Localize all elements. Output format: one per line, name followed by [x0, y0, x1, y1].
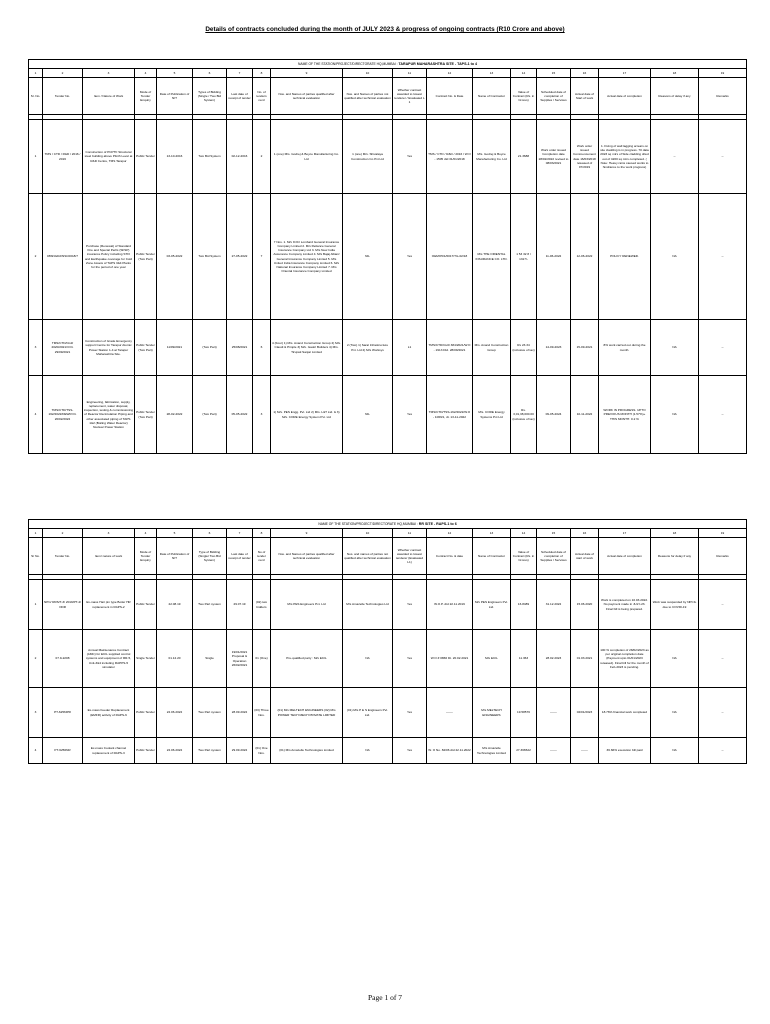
column-number: 8 [253, 529, 271, 538]
column-header: Value of Contract (Rs. in Crores) [511, 78, 537, 115]
table-cell: Work order issued Commencement date 16/03/2018 released of 07/2019 [571, 120, 599, 194]
column-header: Last date of receipt of tender [227, 78, 253, 115]
table-cell: Rs. 3,01,38,000.00 (inclusive of tax) [511, 376, 537, 454]
column-header: Last date of receipt of tender [227, 538, 253, 575]
table-cell: L1 [393, 320, 427, 376]
table-cell: Yes [393, 194, 427, 320]
table-cell: 2 [29, 630, 43, 688]
column-header: Item/ nature of work [83, 538, 135, 575]
table-cell: 7 [253, 194, 271, 320]
table-cell: Yes [393, 738, 427, 764]
table-cell: M/s. Anand Construction Group [473, 320, 511, 376]
column-header: Item / Nature of Work [83, 78, 135, 115]
table-cell: Two Part system [193, 688, 227, 738]
column-header: No of tender recd [253, 538, 271, 575]
table-cell: 1 [29, 120, 43, 194]
table-cell: 02-12-2016 [227, 120, 253, 194]
table-cell: M/s ECIL [473, 630, 511, 688]
column-number: 13 [473, 69, 511, 78]
table-cell: -- [699, 580, 747, 630]
table-cell: Public Tender (Two Part) [135, 194, 157, 320]
table-cell: Pre-qualified party : M/s ECIL [271, 630, 343, 688]
table-cell: POLICY RENEWED. [599, 194, 651, 320]
table-cell: 11.363 [511, 630, 537, 688]
table-cell: Public Tender [135, 580, 157, 630]
column-header: Date of Publication of NIT [157, 78, 193, 115]
table-cell: 08SNGD2/NSC0018/7 [43, 194, 83, 320]
column-header: Tender No. [43, 538, 83, 575]
table-cell: 05-05-2022 [227, 376, 253, 454]
column-header: Tender No. [43, 78, 83, 115]
table-cell: NPC/ RRS/T-3/ 2019/PT-4/ ODR [43, 580, 83, 630]
column-number: 18 [651, 69, 699, 78]
column-header: No. of tenders recd [253, 78, 271, 115]
table-cell: Yes [393, 120, 427, 194]
table-cell: 100 % completion of 28/02/2023 as per original completion date (Payment upto 01/01/2023 released). Final bill for the month of Feb-2023 is pending. [599, 630, 651, 688]
table-cell: Single Tender [135, 630, 157, 688]
column-number: 8 [253, 69, 271, 78]
table-cell: NIL [343, 194, 393, 320]
table-row [29, 376, 747, 454]
table-cell: (Two Part) [193, 376, 227, 454]
table-cell: 01.03.2021 [571, 630, 599, 688]
column-number-row [29, 529, 747, 538]
table-cell: 29.07.19 [227, 580, 253, 630]
table-cell: -- [699, 194, 747, 320]
column-number: 10 [343, 529, 393, 538]
section-label: NAME OF THE STATION/PROJECT/DIRECTORATE HQ,MUMBAI : RR SITE - RAPS-1 to 6 [29, 520, 747, 529]
column-number-row [29, 69, 747, 78]
table-cell: 19.58576 [511, 688, 537, 738]
table-cell: NA [343, 738, 393, 764]
table-cell: (01) One Nos. [253, 738, 271, 764]
table-cell: -- [699, 120, 747, 194]
column-header: Sr No. [29, 538, 43, 575]
column-header: Nos. and Names of parties qualified after technical evaluation [271, 538, 343, 575]
column-header: Remarks [699, 538, 747, 575]
table-cell: NA [651, 376, 699, 454]
table-cell: TMS / CTD / R&D / 2016 / 2016 [43, 120, 83, 194]
column-number: 13 [473, 529, 511, 538]
column-header: Actual date of completion [599, 78, 651, 115]
table-cell: M/s Amazelle Technologies Limited [473, 738, 511, 764]
column-header: Contract No. & date [427, 538, 473, 575]
column-number: 1 [29, 529, 43, 538]
table-cell: OEMO5/1/6017/TG-02/18 [427, 194, 473, 320]
table-cell: Construction of PCPTF Structural steel building above Plinth Level at R&D Centre, TMS Tarapur [83, 120, 135, 194]
table-cell: 3 [29, 688, 43, 738]
column-number: 18 [651, 529, 699, 538]
column-header: Remarks [699, 78, 747, 115]
column-header: Actual date of completion [599, 538, 651, 575]
column-number: 2 [43, 69, 83, 78]
table-cell: 7 Nos. 1. M/s ICICI Lombard General Insurance Company Limited 2. M/s Reliance General Insurance Company Ltd 3. M/s New India Assurance Company Limited 4. M/s Bajaj Allianz General Insurance Company Limited 5. M/s United India Insurance Company Limited 6. M/s National Insurance Company Limited 7. M/s Oriental Insurance Company Limited [271, 194, 343, 320]
table-cell: Purchase (Renewal) of Standard Fire and Special Perils (SFSP) insurance Policy including STFI and Earthquake coverage for Cold Zone Assets of TAPS 3&4 Plants for the period of one year [83, 194, 135, 320]
table-cell: 31.12.2022 [537, 580, 571, 630]
table-cell: Public Tender [135, 120, 157, 194]
column-number: 17 [599, 529, 651, 538]
table-cell: M/s. Godrej & Boyce Manufacturing Co. Ltd [473, 120, 511, 194]
table-cell: 03-05-2022 [157, 194, 193, 320]
column-header: Reasons for delay if any [651, 538, 699, 575]
table-cell: 10-11-2022 [571, 376, 599, 454]
table-cell: Public Tender (Two Part) [135, 320, 157, 376]
column-header: Types of Bidding (Single / Two Bid System) [193, 78, 227, 115]
table-cell: ------- [537, 688, 571, 738]
table-cell: 01.12.20 [157, 630, 193, 688]
table-cell: TMS / CTD / R&D / 2016 / W.O - 1505 dtd 31/01/2018 [427, 120, 473, 194]
column-number: 5 [157, 529, 193, 538]
table-cell: 6 [253, 320, 271, 376]
table-cell: 36.66% execution bill paid [599, 738, 651, 764]
column-number: 11 [393, 529, 427, 538]
table-cell: ------- [537, 738, 571, 764]
column-header: Mode of Tender Enquiry [135, 538, 157, 575]
table-cell: 22.06.2022 [157, 688, 193, 738]
table-cell: 14-09-2023 [537, 320, 571, 376]
table-cell: PT-6256IPR [43, 688, 83, 738]
column-header: Nos. and Names of parties qualified after technical evaluation [271, 78, 343, 115]
table-cell: 1) M/s. PES Engg. Pvt. Ltd 2) M/s. L&T Ltd. & 3) M/s. CORE Energy System Pvt. Ltd [271, 376, 343, 454]
table-cell: 07.9-2208 [43, 630, 83, 688]
table-cell: 2 [29, 194, 43, 320]
table-cell: 11-06-2022 [537, 194, 571, 320]
column-header: Whether contract awarded to lowest tenderer / Evaluated L 1 [393, 78, 427, 115]
column-number: 7 [227, 69, 253, 78]
table-cell: ------- [427, 688, 473, 738]
table-cell: 13-10-2016 [157, 120, 193, 194]
column-header: Whether contract awarded to lowest tenderer (Evaluated L1) [393, 538, 427, 575]
table-cell: 27.366522 [511, 738, 537, 764]
table-cell: 29.09.2022 [227, 738, 253, 764]
table-cell: (01) M/s P E S Engineers Pvt. Ltd. [343, 688, 393, 738]
table-cell: 11/09/2021 [157, 320, 193, 376]
table-cell: 28.02.2023 [537, 630, 571, 688]
table-cell: M/s MELTECH ENGINEERS [473, 688, 511, 738]
table-row [29, 580, 747, 630]
contracts-table-taps [28, 59, 747, 454]
table-cell: NA [651, 738, 699, 764]
table-cell: Yes [393, 580, 427, 630]
table-cell: Two Part system [193, 738, 227, 764]
table-row [29, 120, 747, 194]
table-cell: Two Bid System [193, 194, 227, 320]
table-cell: TMS/CTD/Civil/ 384/2021/W.O - 1913 Dtd. 28/09/2021 [427, 320, 473, 376]
column-number: 9 [271, 69, 343, 78]
column-header-row [29, 538, 747, 575]
table-cell: Two Bid System [193, 120, 227, 194]
column-header: Scheduled date of completion of Supplies / Services [537, 538, 571, 575]
column-number: 19 [699, 529, 747, 538]
table-cell: (01) M/s Amazelle Technologies Limited [271, 738, 343, 764]
table-cell: 3 [253, 376, 271, 454]
table-cell: 28.09.2022 [227, 688, 253, 738]
column-number: 15 [537, 69, 571, 78]
table-row [29, 320, 747, 376]
column-number: 19 [699, 69, 747, 78]
column-number: 1 [29, 69, 43, 78]
table-cell: W.O.P. dtd 22.11.2019 [427, 580, 473, 630]
table-cell: (01) M/s MELTECH ENGINEERS (02) M/s POWER TECH MECH PRIVATE LIMITED [271, 688, 343, 738]
table-cell: 16.8489 [511, 580, 537, 630]
column-number: 12 [427, 529, 473, 538]
table-cell: NA [651, 320, 699, 376]
table-cell: Work was suspended by NPCIL due to COVID-19 [651, 580, 699, 630]
table-cell: 1 [29, 580, 43, 630]
column-header: Actual date of Start of work [571, 78, 599, 115]
table-cell: 4 (Four) 1) M/s. Anand Construction Group 2) M/s. Claudi & Pimple 3) M/s. Gaotri Builders 4) M/s. Tirupati Sanjar Limited [271, 320, 343, 376]
table-cell: 02/01/2023 [571, 688, 599, 738]
column-header: Value of Contract (Rs. in Crores) [511, 538, 537, 575]
table-cell: NA [651, 194, 699, 320]
table-cell: 4 [29, 738, 43, 764]
table-cell: Annual Maintenance Contract (AMC) for ECIL supplied control systems and equipment of RR-5, Unit-3&4 including RAPPS-5 simulator [83, 630, 135, 688]
table-cell: -- [651, 120, 699, 194]
table-cell: Work is completed on 10.03.2022. No payment made in JULY-23. Final bill is being prepared. [599, 580, 651, 630]
table-row [29, 630, 747, 688]
table-cell: 1 (one) M/s. Godrej & Boyce Manufacturing Co. Ltd [271, 120, 343, 194]
table-cell: Engineering, fabrication, supply, replacement, water disposal, inspection, testing & commissioning of Reactor Recirculation Piping and other associated piping of TAPS 1&2 (Boiling Water Reactor) Nuclear Power Station [83, 376, 135, 454]
table-cell: 01 (One) [253, 630, 271, 688]
table-cell: M/s THE ORIENTAL INSURANCE CO. LTD. [473, 194, 511, 320]
column-header: Date of Publication of NIT [157, 538, 193, 575]
table-cell: TMS/CTD/TSS-162/2022/DEWR Dt. 20/02/2022 [43, 376, 83, 454]
column-header: Nos. and names of parties not qualified after technical evaluation [343, 538, 393, 575]
table-cell: W. O No. 84/06 dtd 22.11.2022 [427, 738, 473, 764]
column-header: Reasons of delay if any [651, 78, 699, 115]
column-header: Scheduled date of completion of Supplies / Services [537, 78, 571, 115]
table-cell: Ex-mass Coolant channel replacement of RAPS-3 [83, 738, 135, 764]
table-cell: 12-06-2022 [571, 194, 599, 320]
table-cell: 1 53 32 8 / 1317/- [511, 194, 537, 320]
column-header: Contract No. & Date [427, 78, 473, 115]
table-cell: Yes [393, 376, 427, 454]
page-title: Details of contracts concluded during the month of JULY 2023 & progress of ongoing contracts (R10 Crore and above) [205, 26, 565, 33]
table-cell: Construction of Grade Emergency support Centre for Tarapur Atomic Power Station 1-4 at Tarapur Maharashtra Site. [83, 320, 135, 376]
table-cell: M/s. CORE Energy Systems Pvt Ltd [473, 376, 511, 454]
section-header-row [29, 520, 747, 529]
table-cell: 28-02-2022 [157, 376, 193, 454]
table-cell: TMS/CTD/Civil/ 2020/2021/3 Dt. 29/09/2021 [43, 320, 83, 376]
table-cell: Two Part system [193, 580, 227, 630]
column-number: 5 [157, 69, 193, 78]
column-header: Sr. No. [29, 78, 43, 115]
table-cell: 27-05-2022 [227, 194, 253, 320]
table-cell: Yes [393, 688, 427, 738]
table-cell: NA [651, 630, 699, 688]
column-number: 14 [511, 529, 537, 538]
table-cell: Public Tender (Two Part) [135, 376, 157, 454]
table-cell: 2 (Two) 1) Saral Infrastructure Pvt. Ltd 2) M/s Worksys [343, 320, 393, 376]
column-number: 10 [343, 69, 393, 78]
column-number: 16 [571, 529, 599, 538]
column-number: 16 [571, 69, 599, 78]
table-cell: -- [699, 320, 747, 376]
table-cell: 09-05-2024 [537, 376, 571, 454]
column-header: Mode of Tender Enquiry [135, 78, 157, 115]
column-number: 7 [227, 529, 253, 538]
table-cell: (03) Three Nos. [253, 688, 271, 738]
table-cell: WORK IN PROGRESS. UPTO PREVIOUS MONTH (1.57%)+ THIS MONTH: 0.2 % [599, 376, 651, 454]
table-cell: NIL [343, 376, 393, 454]
column-number: 11 [393, 69, 427, 78]
table-cell: -- [699, 630, 747, 688]
table-cell: 25/08/2021 [227, 320, 253, 376]
table-cell: 4 [29, 376, 43, 454]
column-number: 9 [271, 529, 343, 538]
column-number: 6 [193, 69, 227, 78]
column-header: Nos. and Names of parties not qualified after technical evaluation [343, 78, 393, 115]
column-header-row [29, 78, 747, 115]
table-cell: NA [343, 630, 393, 688]
table-cell: 2 [253, 120, 271, 194]
table-cell: 15.06.2020 [571, 580, 599, 630]
table-cell: 8% work carried out during the month. [599, 320, 651, 376]
table-cell: Rs 23.34 (inclusive of tax) [511, 320, 537, 376]
table-cell: -- [699, 376, 747, 454]
column-number: 3 [83, 529, 135, 538]
section-header-row [29, 60, 747, 69]
table-cell: 21.3688 [511, 120, 537, 194]
section-label: NAME OF THE STATION/PROJECT/DIRECTORATE HQ,MUMBAI : TARAPUR MAHARASHTRA SITE - TAPS-1 to 4 [29, 60, 747, 69]
table-cell: -- [699, 738, 747, 764]
table-cell: 3 [29, 320, 43, 376]
table-cell: Work order issued Completion date 28/02/2022 revised to 08/03/2021 [537, 120, 571, 194]
contracts-table-rr-site [28, 519, 747, 764]
table-cell: 1. Fixing of wall lagging arrears on site cladding is in progress. 70 data 2023 sq mtrs of Side cladding dried out of 4200 sq mtrs completed. ( Note: Heavy rains caused works to hindrance to the work progress) [599, 120, 651, 194]
table-cell: 19/01/2021 Proposal & Operation 26/02/2021 [227, 630, 253, 688]
column-number: 3 [83, 69, 135, 78]
column-header: Name of Contractor [473, 538, 511, 575]
table-cell: TMS/CTD/TSS-162/2022/W.O - 1069/1, dt. 13-11-2022 [427, 376, 473, 454]
column-number: 4 [135, 69, 157, 78]
column-number: 15 [537, 529, 571, 538]
table-cell: M/s PES Engineers Pvt. Ltd [271, 580, 343, 630]
table-cell: Yes [393, 630, 427, 688]
table-cell: M/s PES Engineers Pvt. Ltd. [473, 580, 511, 630]
column-number: 12 [427, 69, 473, 78]
column-number: 2 [43, 529, 83, 538]
table-row [29, 738, 747, 764]
table-cell: 15-09-2021 [571, 320, 599, 376]
table-cell: 1 (one) M/s. Shivalaya Construction Co Pvt Ltd [343, 120, 393, 194]
table-cell: PT-6256NR [43, 738, 83, 764]
table-cell: Ex-mass Feeder Replacement (EMFR) activity of RAPS-6 [83, 688, 135, 738]
table-cell: W.O # 0866 Dt. 20.02.2021 [427, 630, 473, 688]
table-cell: Public Tender [135, 688, 157, 738]
table-cell: Single [193, 630, 227, 688]
table-cell: M/s Amazelle Technologies Ltd [343, 580, 393, 630]
page-number: Page 1 of 7 [368, 993, 402, 1002]
table-cell: Public Tender [135, 738, 157, 764]
column-number: 14 [511, 69, 537, 78]
table-cell: -- [699, 688, 747, 738]
table-cell: 18.76% financial work completed [599, 688, 651, 738]
column-header: Actual date of start of work [571, 538, 599, 575]
table-cell: Ex-mass Hair pin type Boiler HR replacement in RAPS-2 [83, 580, 135, 630]
column-number: 6 [193, 529, 227, 538]
table-cell: NA [651, 688, 699, 738]
table-cell: 22.06.2022 [157, 738, 193, 764]
table-cell: ------- [571, 738, 599, 764]
table-cell: (02) two bidders [253, 580, 271, 630]
column-header: Name of Contractor [473, 78, 511, 115]
table-row [29, 194, 747, 320]
column-number: 4 [135, 529, 157, 538]
table-row [29, 688, 747, 738]
column-header: Type of Bidding (Single/ Two Bid System) [193, 538, 227, 575]
table-cell: 22.08.19 [157, 580, 193, 630]
table-cell: (Two Part) [193, 320, 227, 376]
column-number: 17 [599, 69, 651, 78]
